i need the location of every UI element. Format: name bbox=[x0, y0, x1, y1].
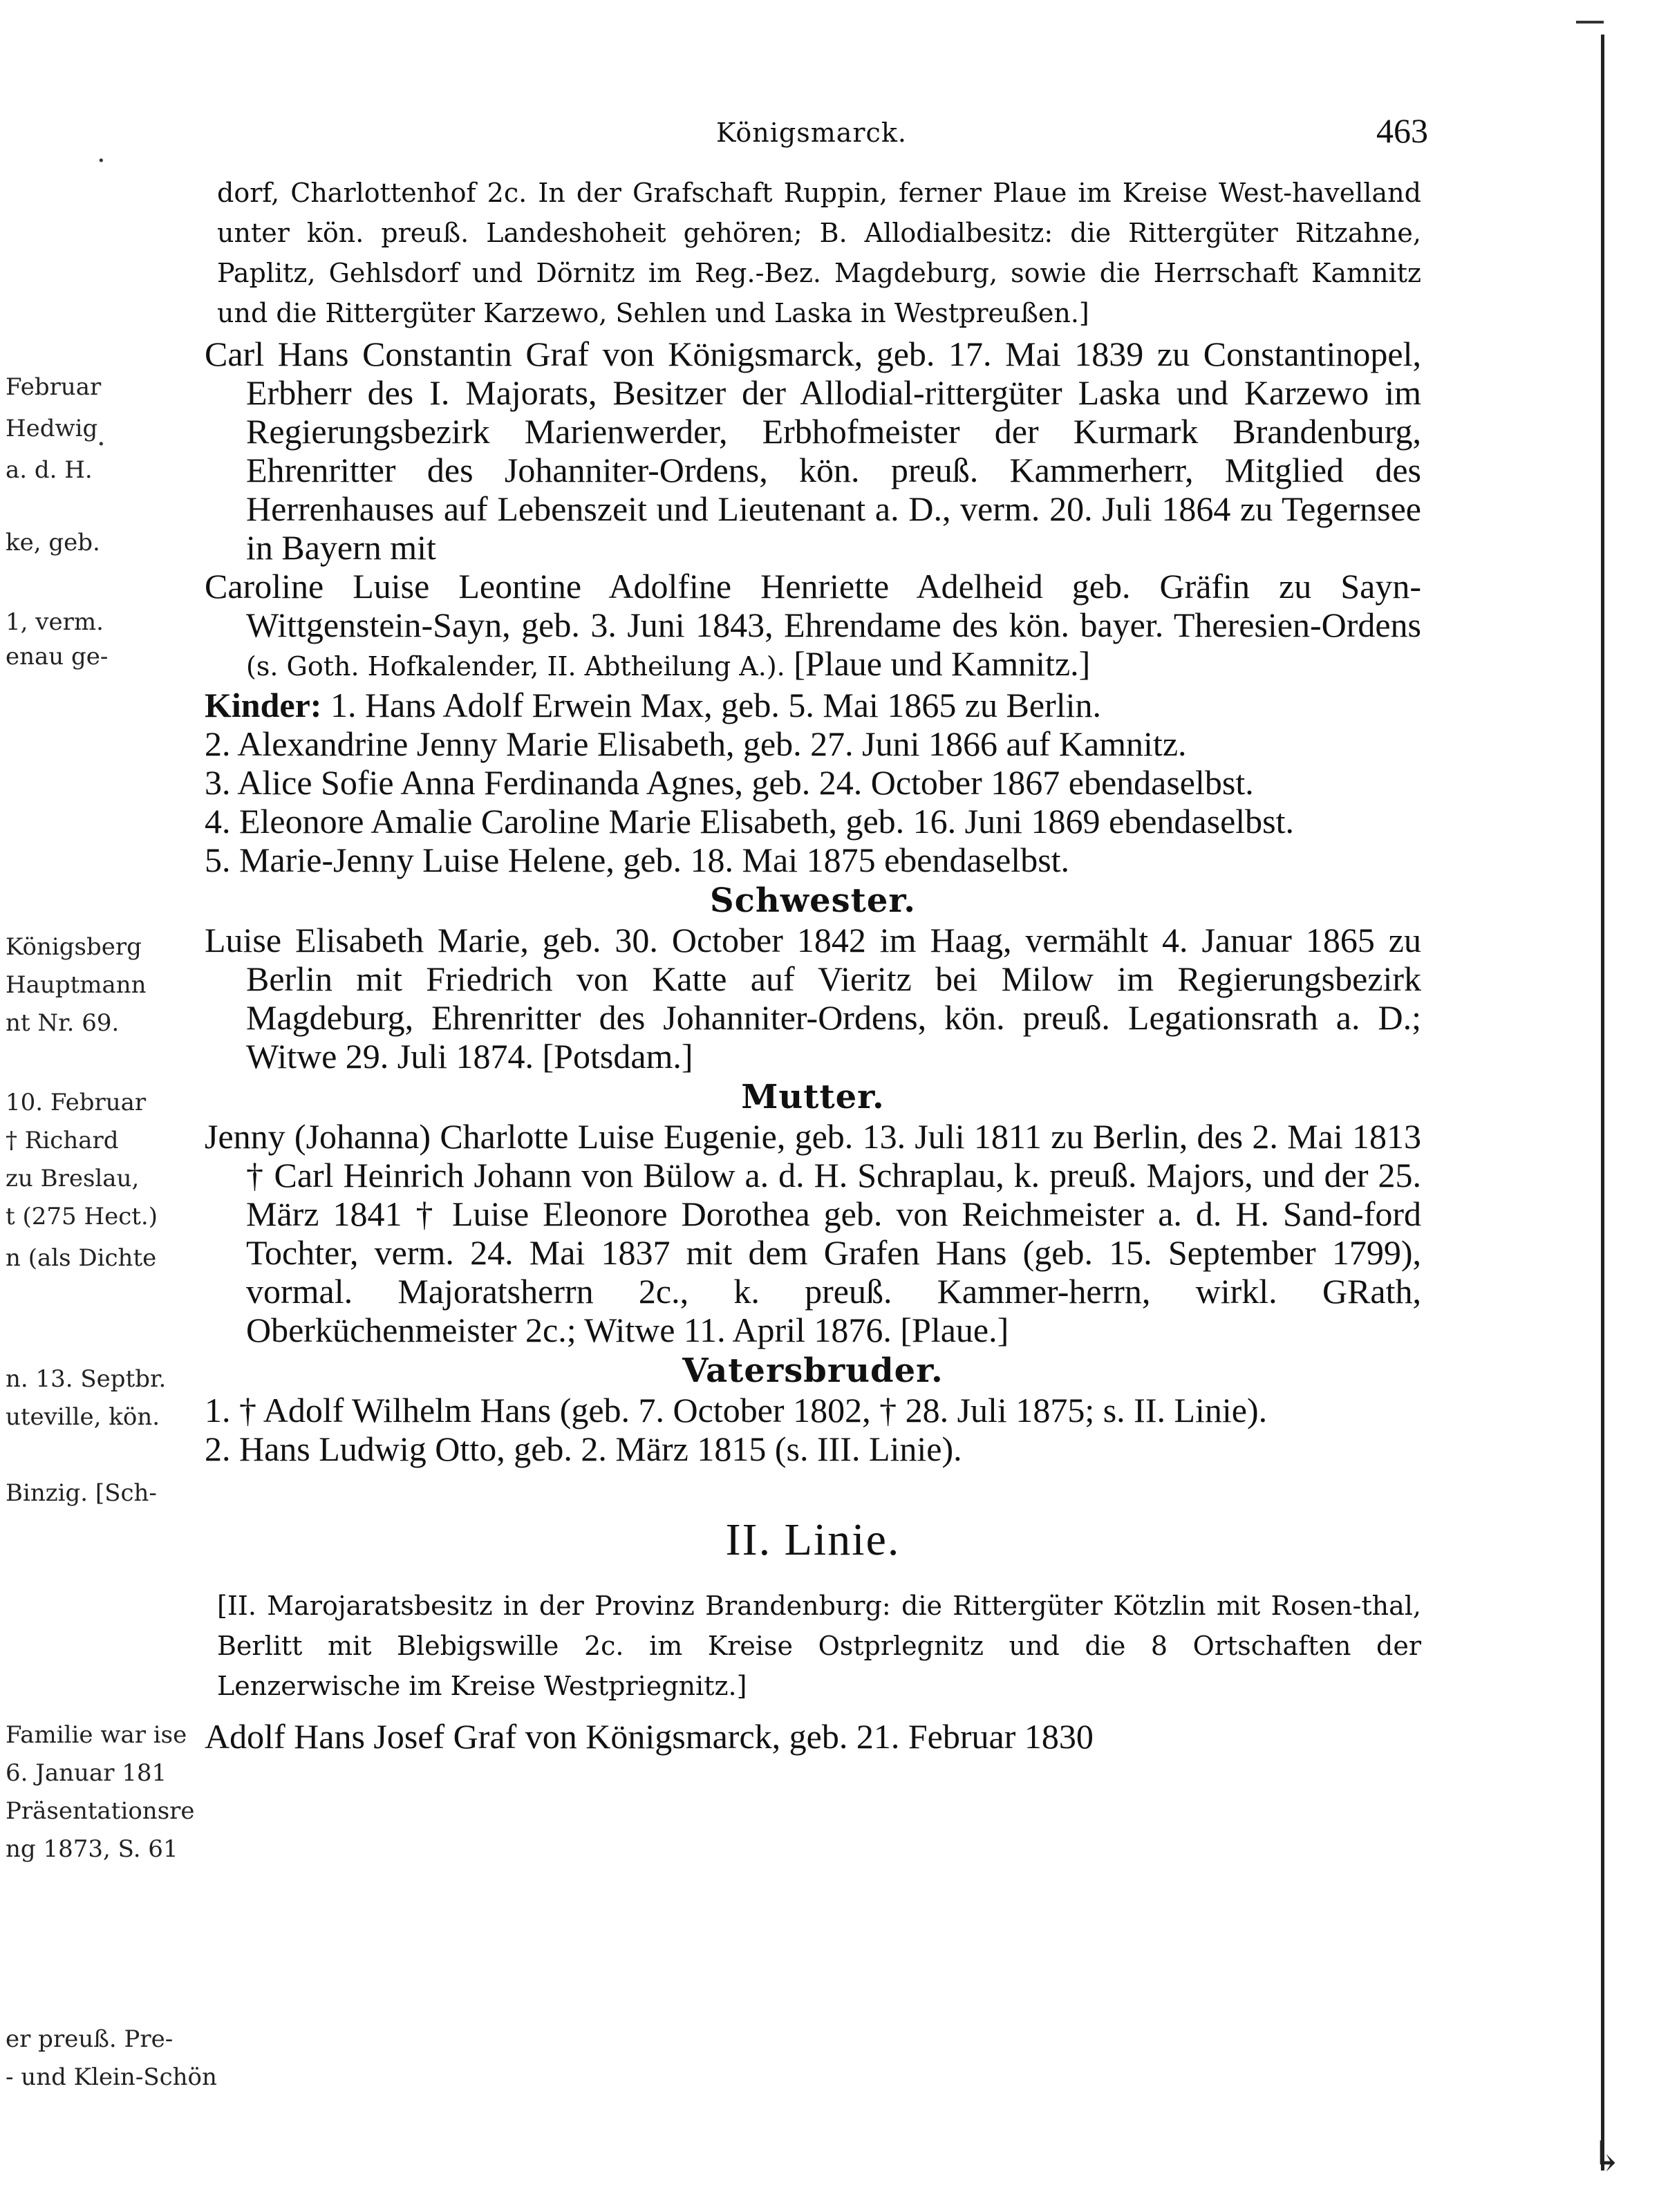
running-head-title: Königsmarck. bbox=[716, 118, 907, 148]
margin-fragment: - und Klein-Schön bbox=[6, 2063, 217, 2091]
entry-carl: Carl Hans Constantin Graf von Königsmarck, geb. 17. Mai 1839 zu Constantinopel, Erbherr des I. Majorats, Besitzer der Allodial-rittergüter Laska und Karzewo im Regierungsbezirk Marienwerder, Erbhofmeister der Kurmark Brandenburg, Ehrenritter des Johanniter-Ordens, kön. preuß. Kammerherr, Mitglied des Herrenhauses auf Lebenszeit und Lieutenant a. D., verm. 20. Juli 1864 zu Tegernsee in Bayern mit bbox=[205, 335, 1421, 567]
margin-fragment: Februar bbox=[6, 373, 102, 401]
intro-paragraph: dorf, Charlottenhof 2c. In der Grafschaft Ruppin, ferner Plaue im Kreise West-havelland unter kön. preuß. Landeshoheit gehören; B. Allodialbesitz: die Rittergüter Ritzahne, Paplitz, Gehlsdorf und Dörnitz im Reg.-Bez. Magdeburg, sowie die Herrschaft Kamnitz und die Rittergüter Karzewo, Sehlen und Laska in Westpreußen.] bbox=[217, 178, 1421, 328]
mother-entry: Jenny (Johanna) Charlotte Luise Eugenie, geb. 13. Juli 1811 zu Berlin, des 2. Mai 1813 † Carl Heinrich Johann von Bülow a. d. H. Schraplau, k. preuß. Majors, und der 25. März 1841 † Luise Eleonore Dorothea geb. von Reichmeister a. d. H. Sand-ford Tochter, verm. 24. Mai 1837 mit dem Grafen Hans (geb. 15. September 1799), vormal. Majoratsherrn 2c., k. preuß. Kammer-herrn, wirkl. GRath, Oberküchenmeister 2c.; Witwe 11. April 1876. [Plaue.] bbox=[205, 1117, 1421, 1349]
linie-two-note: [II. Marojaratsbesitz in der Provinz Brandenburg: die Rittergüter Kötzlin mit Rosen-thal, Berlitt mit Blebigswille 2c. im Kreise Ostprlegnitz und die 8 Ortschaften der Lenzerwische im Kreise Westpriegnitz.] bbox=[217, 1591, 1421, 1701]
uncle-item: 2. Hans Ludwig Otto, geb. 2. März 1815 (s. III. Linie). bbox=[205, 1430, 962, 1468]
uncles-heading: Vatersbruder. bbox=[682, 1351, 944, 1390]
margin-fragment: enau ge- bbox=[6, 643, 109, 671]
sister-heading: Schwester. bbox=[710, 881, 916, 920]
margin-fragment: Hauptmann bbox=[6, 971, 147, 999]
children-first bbox=[205, 686, 1421, 724]
margin-fragment: † Richard bbox=[6, 1127, 119, 1154]
margin-fragment: nt Nr. 69. bbox=[6, 1009, 120, 1037]
margin-fragment: ng 1873, S. 61 bbox=[6, 1835, 178, 1863]
caroline-place: [Plaue und Kamnitz.] bbox=[794, 644, 1091, 683]
uncle-item: 1. † Adolf Wilhelm Hans (geb. 7. October 1802, † 28. Juli 1875; s. II. Linie). bbox=[205, 1391, 1268, 1430]
edge-tick bbox=[1576, 21, 1604, 24]
entry-caroline bbox=[205, 567, 1421, 686]
section-title-linie-two: II. Linie. bbox=[725, 1515, 901, 1565]
margin-fragment: Binzig. [Sch- bbox=[6, 1479, 157, 1507]
speck: · bbox=[97, 145, 106, 177]
child-item: 1. Hans Adolf Erwein Max, geb. 5. Mai 1865 zu Berlin. bbox=[330, 686, 1102, 724]
margin-fragment: er preuß. Pre- bbox=[6, 2025, 174, 2053]
margin-fragment: ke, geb. bbox=[6, 529, 100, 556]
sister-entry: Luise Elisabeth Marie, geb. 30. October 1842 im Haag, vermählt 4. Januar 1865 zu Berlin mit Friedrich von Katte auf Vieritz bei Milow im Regierungsbezirk Magdeburg, Ehrenritter des Johanniter-Ordens, kön. preuß. Legationsrath a. D.; Witwe 29. Juli 1874. [Potsdam.] bbox=[205, 921, 1421, 1076]
margin-fragment: Präsentationsre bbox=[6, 1797, 195, 1825]
margin-fragment: Familie war ise bbox=[6, 1721, 187, 1749]
caroline-reference: (s. Goth. Hofkalender, II. Abtheilung A.). bbox=[246, 651, 785, 682]
margin-fragment: Königsberg bbox=[6, 933, 142, 961]
margin-fragment: n. 13. Septbr. bbox=[6, 1365, 167, 1393]
speck: · bbox=[97, 429, 106, 460]
margin-fragment: n (als Dichte bbox=[6, 1244, 157, 1272]
margin-fragment: zu Breslau, bbox=[6, 1165, 140, 1192]
mother-heading: Mutter. bbox=[741, 1078, 885, 1116]
margin-fragment: t (275 Hect.) bbox=[6, 1203, 158, 1230]
book-page bbox=[205, 104, 1428, 1756]
running-head bbox=[205, 104, 1428, 159]
edge-corner-mark: ↳ bbox=[1590, 2133, 1625, 2181]
page-number: 463 bbox=[1376, 111, 1428, 150]
children-label: Kinder: bbox=[205, 686, 322, 724]
binding-edge-line bbox=[1601, 35, 1604, 2171]
margin-fragment: 1, verm. bbox=[6, 608, 104, 636]
child-item: 5. Marie-Jenny Luise Helene, geb. 18. Mai 1875 ebendaselbst. bbox=[205, 841, 1070, 879]
linie-two-first-entry: Adolf Hans Josef Graf von Königsmarck, geb. 21. Februar 1830 bbox=[205, 1717, 1094, 1756]
margin-fragment: Hedwig bbox=[6, 415, 98, 442]
child-item: 4. Eleonore Amalie Caroline Marie Elisabeth, geb. 16. Juni 1869 ebendaselbst. bbox=[205, 802, 1295, 841]
caroline-text: Caroline Luise Leontine Adolfine Henriette Adelheid geb. Gräfin zu Sayn-Wittgenstein-Sayn, geb. 3. Juni 1843, Ehrendame des kön. bayer. Theresien-Ordens bbox=[205, 567, 1421, 644]
facing-page-margin bbox=[0, 0, 217, 2212]
child-item: 2. Alexandrine Jenny Marie Elisabeth, geb. 27. Juni 1866 auf Kamnitz. bbox=[205, 724, 1187, 763]
margin-fragment: 10. Februar bbox=[6, 1089, 147, 1116]
child-item: 3. Alice Sofie Anna Ferdinanda Agnes, geb. 24. October 1867 ebendaselbst. bbox=[205, 763, 1254, 802]
margin-fragment: 6. Januar 181 bbox=[6, 1759, 167, 1787]
margin-fragment: uteville, kön. bbox=[6, 1403, 160, 1431]
margin-fragment: a. d. H. bbox=[6, 456, 93, 484]
